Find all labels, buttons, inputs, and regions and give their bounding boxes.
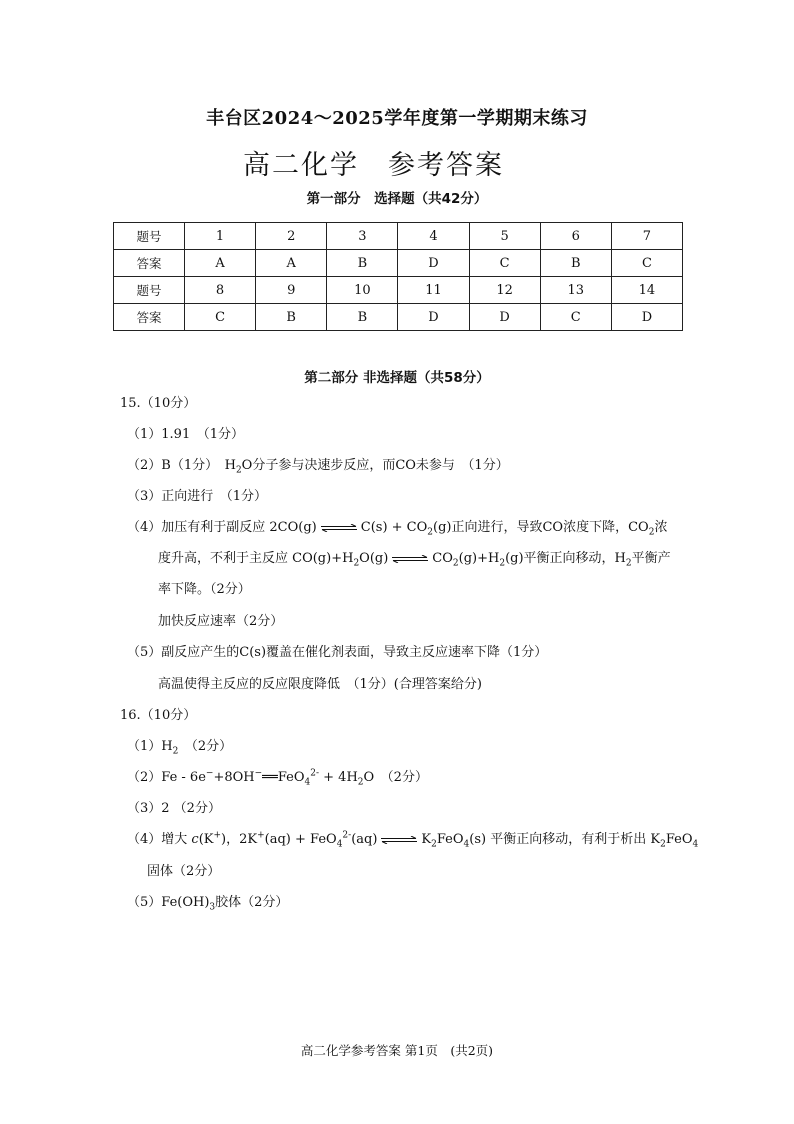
table-cell: D: [469, 304, 540, 331]
table-cell: B: [327, 250, 398, 277]
q15-answer-5-line1: （5）副反应产生的C(s)覆盖在催化剂表面，导致主反应速率下降（1分）: [127, 645, 548, 660]
q16-answer-1: $(1)H_2$ （2分）: [127, 739, 233, 757]
q15-answer-4-line3: 率下降。（2分）: [158, 582, 251, 597]
q15-answer-2: （2）B（1分） $H_2O$分子参与决速步反应，而CO未参与 （1分）: [127, 458, 509, 476]
table-cell: 11: [398, 277, 469, 304]
table-cell: D: [398, 304, 469, 331]
table-cell: 2: [256, 223, 327, 250]
table-cell: 3: [327, 223, 398, 250]
part2-title: 第二部分 非选择题（共58分）: [304, 370, 490, 386]
equilibrium-arrow-icon: [320, 524, 358, 532]
q15-answer-3: （3）正向进行 （1分）: [127, 489, 268, 504]
q15-answer-5-line2: 高温使得主反应的反应限度降低 （1分）(合理答案给分): [158, 677, 482, 692]
answer-key-title: 高二化学 参考答案: [243, 150, 504, 181]
table-cell: A: [185, 250, 256, 277]
table-cell: 5: [469, 223, 540, 250]
table-cell: 4: [398, 223, 469, 250]
q16-answer-2: （2）Fe - 6e−+8OH−══FeO$_4^{2-}$ + $4H_2O$ （2分）: [127, 768, 428, 788]
answer-table: [113, 222, 683, 331]
q16-answer-4-line1: （4）增大 c(K+)，2K+(aq) + FeO$_4^{2-}$(aq) $K_2FeO_4(s)$ 平衡正向移动，有利于析出 $K_2FeO_4$: [127, 830, 699, 850]
table-cell: D: [398, 250, 469, 277]
table-row: [114, 223, 683, 250]
table-cell: C: [611, 250, 682, 277]
table-cell: 1: [185, 223, 256, 250]
table-row: [114, 277, 683, 304]
q15-answer-4-line2: 度升高，不利于主反应 $CO(g)+H_2O(g)$ $CO_2(g)+H_2(g)$平衡正向移动，$H_2$平衡产: [158, 551, 671, 569]
table-cell: 9: [256, 277, 327, 304]
table-cell: C: [185, 304, 256, 331]
table-row: [114, 250, 683, 277]
page-footer: 高二化学参考答案 第1页 (共2页): [300, 1043, 494, 1058]
table-row: [114, 304, 683, 331]
equilibrium-arrow-icon: [391, 555, 429, 563]
table-cell: 7: [611, 223, 682, 250]
row-label: 题号: [114, 223, 185, 250]
table-cell: C: [540, 304, 611, 331]
equilibrium-arrow-icon: [380, 836, 418, 844]
part1-title: 第一部分 选择题（共42分）: [306, 191, 488, 207]
table-cell: B: [540, 250, 611, 277]
q16-answer-4-line2: 固体（2分）: [147, 864, 221, 879]
row-label: 题号: [114, 277, 185, 304]
q16-answer-3: （3）2 （2分）: [127, 801, 221, 816]
table-cell: 8: [185, 277, 256, 304]
q16-heading: 16.（10分）: [120, 708, 197, 723]
q15-answer-1: （1）1.91 （1分）: [127, 427, 244, 442]
table-cell: 13: [540, 277, 611, 304]
table-cell: D: [611, 304, 682, 331]
q15-heading: 15.（10分）: [120, 396, 197, 411]
q15-answer-4-line1: （4）加压有利于副反应 2CO(g) $C(s) + CO_2(g)$正向进行，导致CO浓度下降，$CO_2$浓: [127, 520, 668, 538]
table-cell: A: [256, 250, 327, 277]
table-cell: 14: [611, 277, 682, 304]
exam-title: 丰台区2024～2025学年度第一学期期末练习: [206, 108, 588, 129]
table-cell: B: [256, 304, 327, 331]
row-label: 答案: [114, 250, 185, 277]
table-cell: 6: [540, 223, 611, 250]
table-cell: 10: [327, 277, 398, 304]
q16-answer-5: $(5)Fe(OH)_3$胶体（2分）: [127, 895, 289, 913]
table-cell: 12: [469, 277, 540, 304]
row-label: 答案: [114, 304, 185, 331]
q15-answer-4-line4: 加快反应速率（2分）: [158, 614, 284, 629]
table-cell: B: [327, 304, 398, 331]
table-cell: C: [469, 250, 540, 277]
